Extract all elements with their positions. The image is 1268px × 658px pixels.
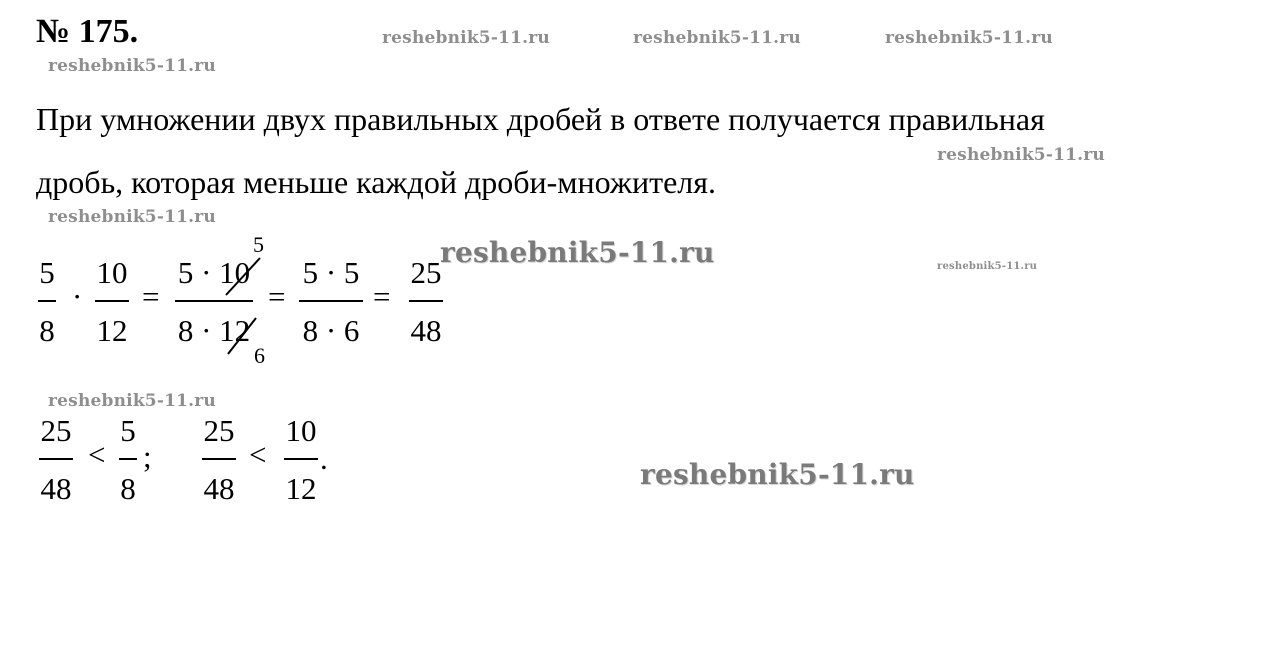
- fraction-25-48: [24, 414, 88, 506]
- fraction-5x5-8x6: [283, 256, 379, 348]
- semicolon: ;: [143, 439, 152, 474]
- fraction-bar: [38, 300, 56, 302]
- denominator: 48: [40, 471, 72, 506]
- equals-sign: =: [268, 279, 286, 314]
- fraction-5-8: [15, 256, 79, 348]
- denominator: 12: [96, 313, 128, 348]
- fraction-bar: [119, 458, 137, 460]
- fraction-bar: [202, 458, 236, 460]
- denominator: 8: [120, 471, 136, 506]
- equals-sign: =: [142, 279, 160, 314]
- less-than-sign: <: [88, 437, 106, 472]
- fraction-10-12: [80, 256, 144, 348]
- denominator: 8 · 12: [177, 313, 251, 348]
- watermark-large: reshebnik5-11.ru: [640, 458, 915, 491]
- numerator: 5 · 5: [302, 255, 360, 290]
- explanation-line-2: дробь, которая меньше каждой дроби-множителя.: [36, 164, 716, 200]
- numerator: 5: [120, 413, 136, 448]
- watermark-small: reshebnik5-11.ru: [937, 261, 1038, 272]
- numerator: 25: [410, 255, 442, 290]
- watermark: reshebnik5-11.ru: [885, 28, 1053, 48]
- denominator: 48: [203, 471, 235, 506]
- numerator: 10: [96, 255, 128, 290]
- explanation-line-1: При умножении двух правильных дробей в ответе получается правильная: [36, 101, 1045, 137]
- watermark: reshebnik5-11.ru: [48, 207, 216, 227]
- multiply-sign: ·: [72, 279, 83, 314]
- cancel-result-bottom: 6: [254, 343, 265, 368]
- denominator: 8: [39, 313, 55, 348]
- numerator: 10: [285, 413, 317, 448]
- fraction-bar: [175, 300, 253, 302]
- problem-number: № 175.: [36, 13, 139, 50]
- numerator: 25: [40, 413, 72, 448]
- watermark: reshebnik5-11.ru: [382, 28, 550, 48]
- less-than-sign: <: [249, 437, 267, 472]
- denominator: 12: [285, 471, 317, 506]
- fraction-25-48: [187, 414, 251, 506]
- fraction-bar: [284, 458, 318, 460]
- period: .: [320, 441, 328, 476]
- numerator: 25: [203, 413, 235, 448]
- watermark: reshebnik5-11.ru: [937, 145, 1105, 165]
- cancel-result-top: 5: [253, 232, 264, 257]
- fraction-bar: [95, 300, 129, 302]
- numerator: 5 · 10: [177, 255, 251, 290]
- cancel-strikes: [0, 0, 1, 1]
- fraction-bar: [299, 300, 363, 302]
- fraction-bar: [409, 300, 443, 302]
- watermark: reshebnik5-11.ru: [48, 56, 216, 76]
- watermark: reshebnik5-11.ru: [633, 28, 801, 48]
- denominator: 48: [410, 313, 442, 348]
- equals-sign: =: [373, 279, 391, 314]
- fraction-25-48: [394, 256, 458, 348]
- fraction-bar: [39, 458, 73, 460]
- watermark-large: reshebnik5-11.ru: [440, 236, 715, 269]
- watermark: reshebnik5-11.ru: [48, 391, 216, 411]
- denominator: 8 · 6: [302, 313, 360, 348]
- fraction-reduction: [166, 256, 262, 348]
- numerator: 5: [39, 255, 55, 290]
